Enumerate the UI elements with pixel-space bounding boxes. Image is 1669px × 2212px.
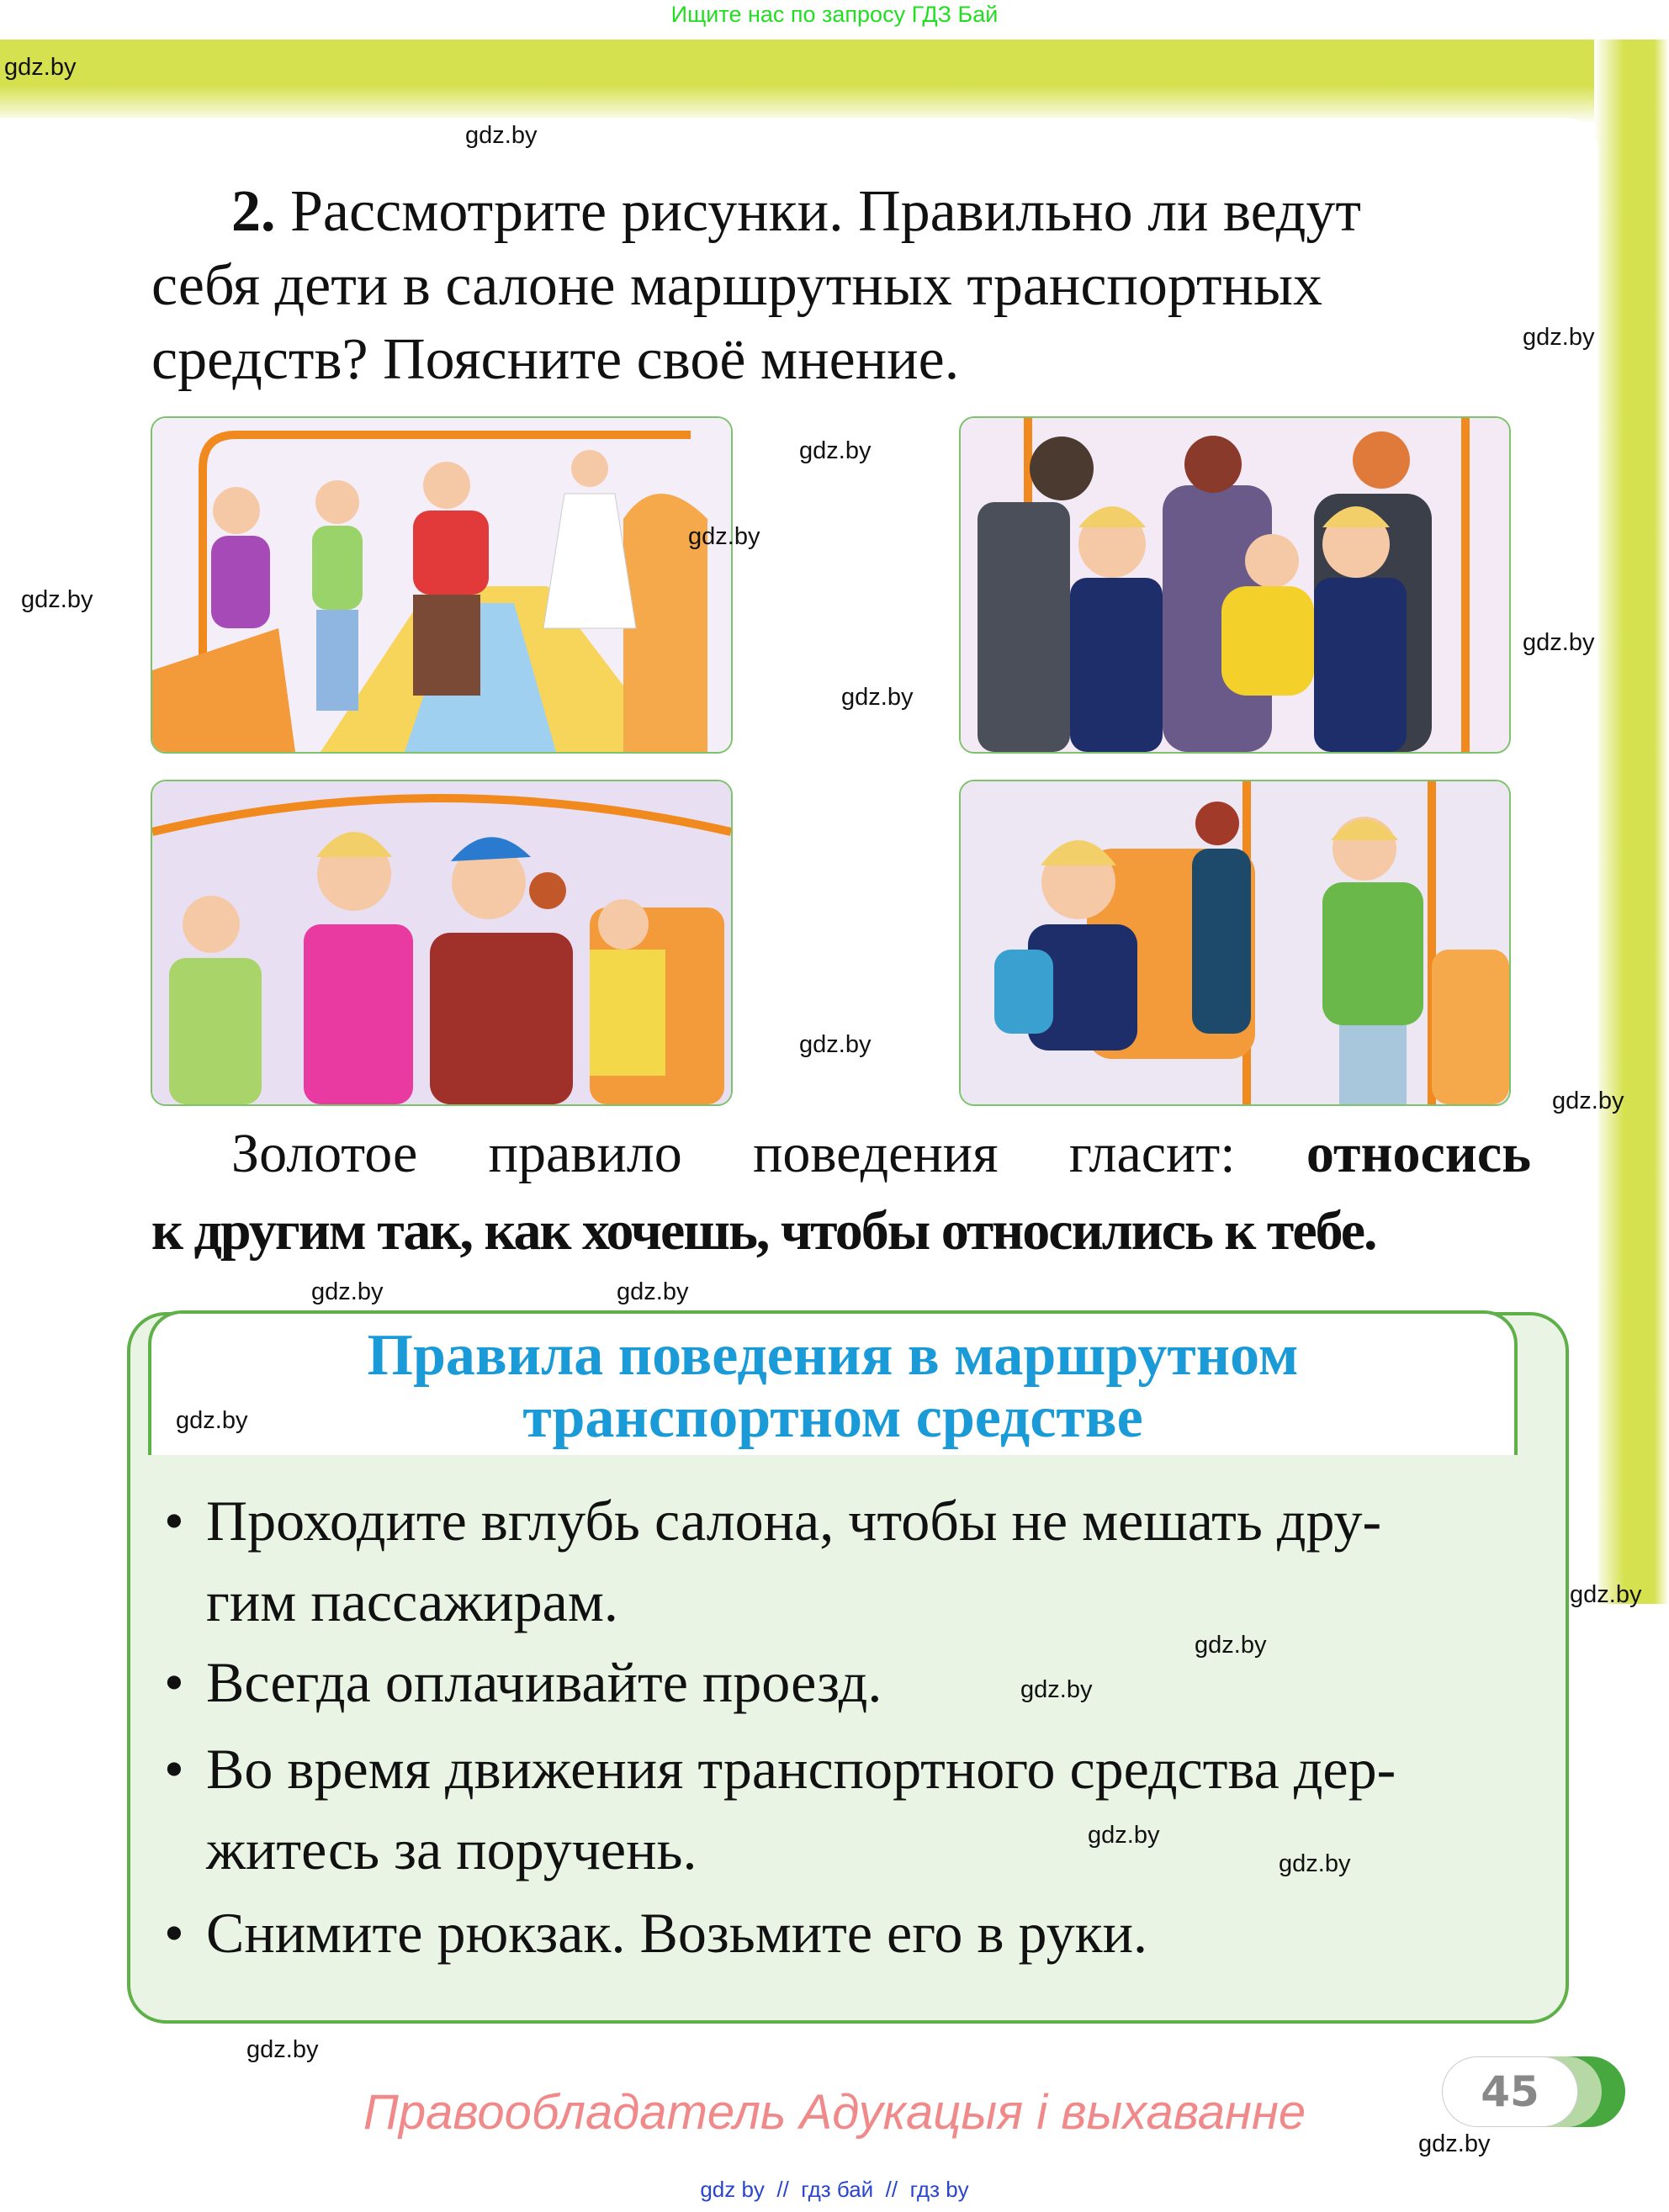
separator: // xyxy=(885,2177,898,2202)
separator: // xyxy=(776,2177,789,2202)
watermark: gdz.by xyxy=(176,1407,248,1434)
rule-text: житесь за поручень. xyxy=(206,1818,697,1881)
rules-title-line: транспортном средстве xyxy=(522,1385,1143,1450)
rule-text: Всегда оплачивайте проезд. xyxy=(206,1650,882,1714)
task-line: себя дети в салоне маршрутных транспортных xyxy=(151,253,1323,318)
bullet-icon: • xyxy=(164,1650,184,1714)
illustration-children-with-ice-cream xyxy=(151,780,733,1106)
illustration-children-pushing xyxy=(151,416,733,754)
illustration-children-with-backpacks xyxy=(959,416,1511,754)
rules-title-line: Правила поведения в маршрутном xyxy=(367,1323,1299,1388)
watermark: gdz.by xyxy=(246,2036,319,2063)
header-band xyxy=(0,40,1669,124)
bullet-icon: • xyxy=(164,1901,184,1965)
copyright-notice: Правообладатель Адукацыя і выхаванне xyxy=(363,2085,1306,2140)
watermark: gdz.by xyxy=(1195,1632,1267,1659)
watermark: gdz.by xyxy=(841,684,914,711)
golden-rule-bold: к другим так, как хочешь, чтобы относились к тебе. xyxy=(151,1200,1376,1262)
watermark: gdz.by xyxy=(799,437,872,464)
rule-item xyxy=(164,1480,1535,1642)
search-note[interactable]: Ищите нас по запросу ГДЗ Бай xyxy=(670,2,999,27)
watermark: gdz.by xyxy=(465,122,538,149)
bullet-icon: • xyxy=(164,1489,184,1553)
task-line: Рассмотрите рисунки. Правильно ли ведут xyxy=(290,179,1361,244)
rule-item xyxy=(164,1892,1535,1973)
page-number: 45 xyxy=(1442,2056,1578,2127)
watermark: gdz.by xyxy=(799,1031,872,1058)
watermark: gdz.by xyxy=(21,586,93,613)
golden-rule-bold: относись xyxy=(1306,1123,1532,1184)
task-line: средств? Поясните своё мнение. xyxy=(151,327,960,392)
rule-item xyxy=(164,1642,1535,1723)
watermark: gdz.by xyxy=(1418,2130,1491,2157)
rule-text: Проходите вглубь салона, чтобы не мешать дру- xyxy=(206,1489,1382,1553)
watermark: gdz.by xyxy=(688,523,760,550)
watermark: gdz.by xyxy=(311,1278,384,1305)
rule-text: Снимите рюкзак. Возьмите его в руки. xyxy=(206,1901,1148,1965)
watermark: gdz.by xyxy=(1523,324,1595,351)
side-strip xyxy=(1594,40,1669,1604)
rule-text: гим пассажирам. xyxy=(206,1569,618,1633)
task-number: 2. xyxy=(231,179,276,244)
bottom-links xyxy=(0,2177,1669,2203)
illustration-girl-giving-seat xyxy=(959,780,1511,1106)
watermark: gdz.by xyxy=(1570,1581,1642,1608)
page-number-badge xyxy=(1442,2056,1625,2127)
watermark: gdz.by xyxy=(1020,1676,1093,1703)
link-gdz-bai[interactable]: гдз бай xyxy=(801,2177,874,2202)
watermark: gdz.by xyxy=(4,54,77,81)
golden-rule-intro: Золотое правило поведения гласит: xyxy=(231,1123,1236,1184)
watermark: gdz.by xyxy=(1279,1850,1351,1877)
watermark: gdz.by xyxy=(617,1278,689,1305)
watermark: gdz.by xyxy=(1552,1087,1624,1114)
link-gdz-by-2[interactable]: гдз by xyxy=(909,2177,969,2202)
bullet-icon: • xyxy=(164,1737,184,1801)
task-text xyxy=(151,175,1531,397)
golden-rule xyxy=(151,1115,1531,1270)
link-gdz-by[interactable]: gdz by xyxy=(700,2177,765,2202)
watermark: gdz.by xyxy=(1523,629,1595,656)
watermark: gdz.by xyxy=(1088,1822,1160,1849)
rule-text: Во время движения транспортного средства дер- xyxy=(206,1737,1396,1801)
